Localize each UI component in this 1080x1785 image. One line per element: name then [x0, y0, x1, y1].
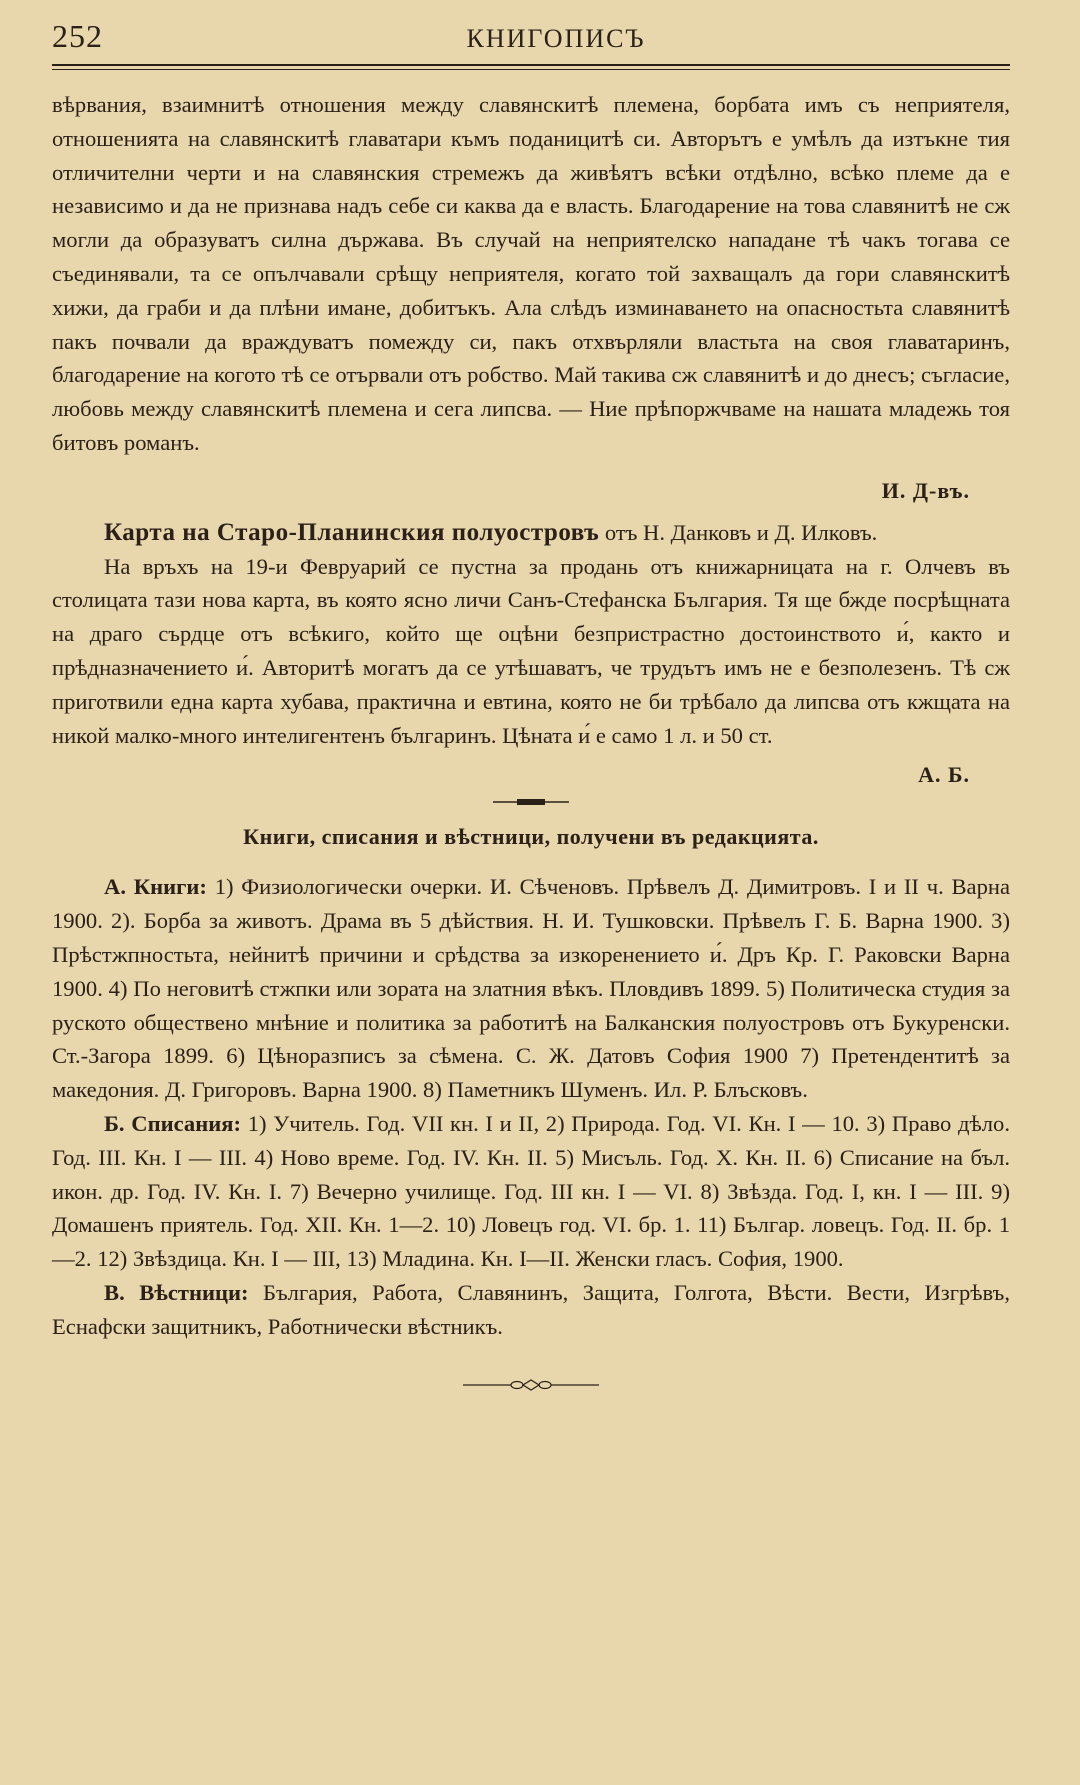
map-review-signature: А. Б. — [918, 762, 970, 788]
books-text: 1) Физиологически очерки. И. Сѣченовъ. Прѣвелъ Д. Димитровъ. I и II ч. Варна 1900. 2). Борба за животъ. Драма въ 5 дѣйствия. Н. И. Тушковски. Прѣвелъ Г. Б. Варна 1900. 3) Прѣстжпностьта, нейнитѣ причини и срѣдства за изкоренението и́. Дръ Кр. Г. Раковски Варна 1900. 4) По неговитѣ стжпки или зората на златния вѣкъ. Пловдивъ 1899. 5) Политическа студия за руското обществено мнѣние и политика за работитѣ на Балканския полуостровъ отъ Букуренски. Ст.-Загора 1899. 6) Цѣноразписъ за сѣмена. С. Ж. Датовъ София 1900 7) Претендентитѣ за македония. Д. Григоровъ. Варна 1900. 8) Паметникъ Шуменъ. Ил. Р. Блъсковъ. — [52, 874, 1010, 1103]
page-number: 252 — [52, 18, 103, 54]
ornament-chain-icon — [461, 1378, 601, 1392]
journals-label: Б. Списания: — [104, 1110, 242, 1136]
received-section-title: Книги, списания и вѣстници, получени въ редакцията. — [243, 824, 819, 850]
newspapers-label: В. Вѣстници: — [104, 1279, 249, 1305]
journals-text: 1) Учитель. Год. VII кн. I и II, 2) Природа. Год. VI. Кн. I — 10. 3) Право дѣло. Год. III. Кн. I — III. 4) Ново време. Год. IV. Кн. II. 5) Мисъль. Год. X. Кн. II. 6) Списание на бъл. икон. др. Год. IV. Кн. I. 7) Вечерно училище. Год. III кн. I — VI. 8) Звѣзда. Год. I, кн. I — III. 9) Домашенъ приятель. Год. XII. Кн. 1—2. 10) Ловецъ год. VI. бр. 1. 11) Българ. ловецъ. Год. II. бр. 1—2. 12) Звѣздица. Кн. I — III, 13) Младина. Кн. I—II. Женски гласъ. София, 1900. — [52, 1110, 1010, 1272]
running-title: КНИГОПИСЪ — [466, 24, 646, 53]
ornament-divider — [52, 794, 1010, 808]
ornament-dash-icon — [491, 797, 571, 807]
header-rule-thin — [52, 69, 1010, 70]
journals-list — [52, 1107, 1010, 1276]
map-review-heading — [52, 516, 1010, 550]
newspapers-text: България, Работа, Славянинъ, Защита, Голгота, Вѣсти. Вести, Изгрѣвъ, Еснафски защитникъ, Работнически вѣстникъ. — [52, 1279, 1010, 1339]
header-rule-thick — [52, 64, 1010, 66]
books-label: А. Книги: — [104, 874, 207, 900]
bottom-ornament — [52, 1378, 1010, 1397]
map-review-authors: отъ Н. Данковъ и Д. Илковъ. — [599, 519, 878, 545]
review-paragraph: вѣрвания, взаимнитѣ отношения между славянскитѣ племена, борбата имъ съ неприятеля, отношенията на славянскитѣ главатари къмъ поданицитѣ си. Авторътъ е умѣлъ да изтъкне тия отличителни черти и на славянския стремежъ да живѣятъ всѣки отдѣлно, всѣко племе да е независимо и да не признава надъ себе си каква да е власть. Благодарение на това славянитѣ не сж могли да образуватъ силна държава. Въ случай на неприятелско нападане тѣ чакъ тогава се съединявали, та се опълчавали срѣщу неприятеля, когато той захващалъ да гори славянскитѣ хижи, да граби и да плѣни имане, добитъкъ. Ала слѣдъ изминаването на опасностьта славянитѣ пакъ почвали да враждуватъ помежду си, пакъ отхвърляли властьта на своя главатаринъ, благодарение на когото тѣ се отървали отъ робство. Май такива сж славянитѣ и до днесъ; съгласие, любовь между славянскитѣ племена и сега липсва. — Ние прѣпоржчваме на нашата младежь тоя битовъ романъ. — [52, 92, 1010, 455]
newspapers-list — [52, 1276, 1010, 1344]
page-header — [52, 18, 1010, 58]
map-review-title: Карта на Старо-Планинския полуостровъ — [104, 518, 600, 546]
map-review-body: На връхъ на 19-и Февруарий се пустна за продань отъ книжарницата на г. Олчевъ въ столицата тази нова карта, въ която ясно личи Санъ-Стефанска България. Тя ще бжде посрѣщната на драго сърдце отъ всѣкиго, който ще оцѣни безпристрастно достоинството и́, както и прѣдназначението и́. Авторитѣ могатъ да се утѣшаватъ, че трудътъ имъ не е безполезенъ. Тѣ сж приготвили една карта хубава, практична и евтина, която не би трѣбало да липсва отъ кжщата на никой малко-много интелигентенъ българинъ. Цѣната и́ е само 1 л. и 50 ст. — [52, 553, 1010, 748]
books-list — [52, 870, 1010, 1107]
review-signature: И. Д-въ. — [881, 477, 970, 503]
